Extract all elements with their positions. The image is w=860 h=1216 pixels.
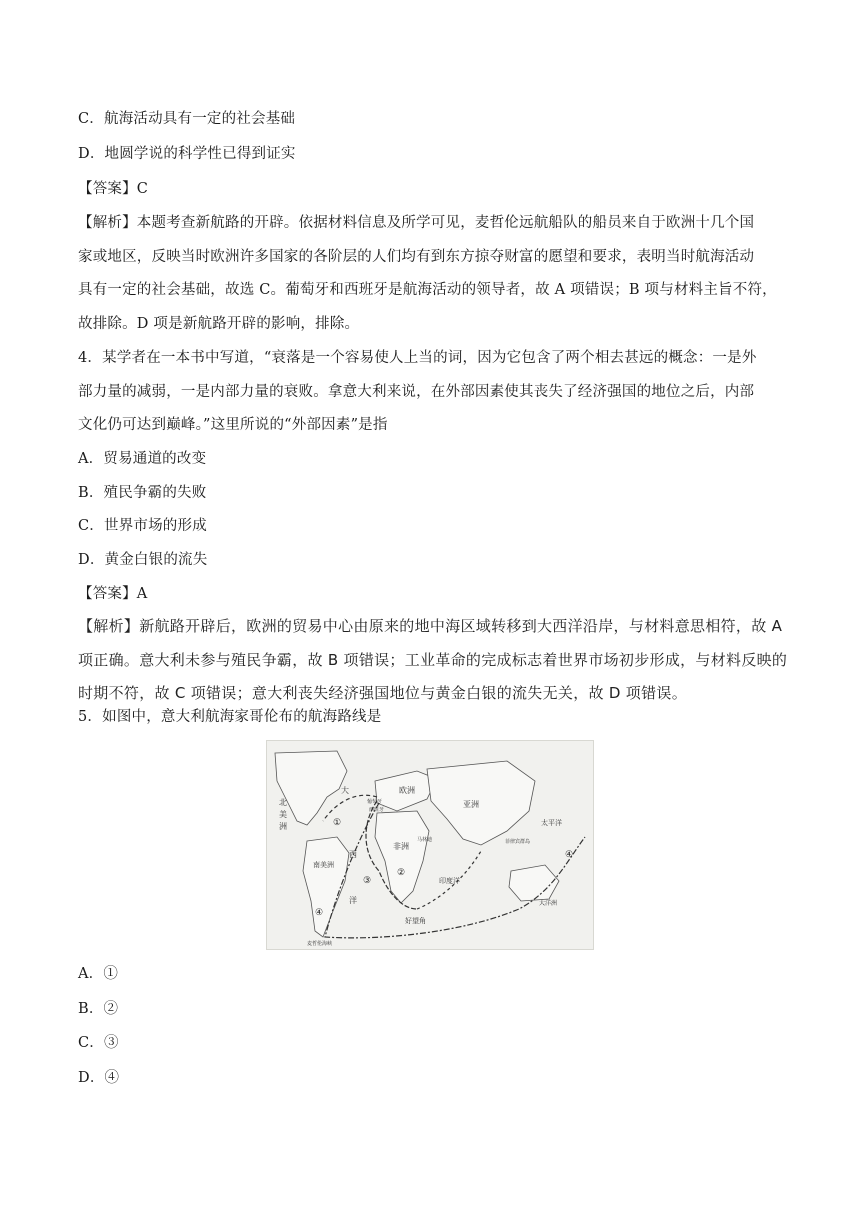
- analysis-q4-line2: 项正确。意大利未参与殖民争霸，故 B 项错误；工业革命的完成标志着世界市场初步形成，与材料反映的: [78, 651, 788, 669]
- analysis-q3-line2: 家或地区，反映当时欧洲许多国家的各阶层的人们均有到东方掠夺财富的愿望和要求，表明当时航海活动: [78, 249, 755, 265]
- route-3-marker: ③: [363, 876, 372, 886]
- route-1-marker: ①: [333, 818, 342, 828]
- label-indian-ocean: 印度洋: [439, 877, 460, 885]
- label-atlantic-1: 大: [341, 786, 349, 795]
- world-map-figure: [266, 740, 594, 950]
- option-d-q4: D．黄金白银的流失: [78, 552, 208, 568]
- option-a-q5: A．①: [78, 966, 119, 982]
- analysis-q3-line3: 具有一定的社会基础，故选 C。葡萄牙和西班牙是航海活动的领导者，故 A 项错误；B 项与材料主旨不符，: [78, 282, 777, 298]
- label-pacific: 太平洋: [541, 819, 562, 827]
- label-oceania: 大洋洲: [539, 900, 558, 907]
- option-b-q5: B．②: [78, 1001, 119, 1017]
- label-atlantic-2: 西: [349, 850, 357, 859]
- route-4-marker: ④: [315, 908, 324, 918]
- analysis-q4-line3: 时期不符，故 C 项错误；意大利丧失经济强国地位与黄金白银的流失无关，故 D 项错误。: [78, 684, 687, 702]
- label-atlantic-3: 洋: [349, 896, 357, 905]
- label-strait: 麦哲伦海峡: [307, 941, 333, 947]
- option-d-q3: D．地圆学说的科学性已得到证实: [78, 146, 296, 162]
- option-d-q5: D．④: [78, 1070, 120, 1086]
- africa-shape: [375, 811, 429, 903]
- analysis-q3-line1: 【解析】本题考查新航路的开辟。依据材料信息及所学可见，麦哲伦远航船队的船员来自于欧洲十几个国: [78, 215, 755, 231]
- label-philippines: 菲律宾群岛: [505, 839, 531, 845]
- answer-q4: 【答案】A: [78, 586, 148, 602]
- route-2-marker: ②: [397, 868, 406, 878]
- label-asia: 亚洲: [463, 800, 479, 809]
- question-4-line3: 文化仍可达到巅峰。”这里所说的“外部因素”是指: [78, 417, 388, 433]
- option-c-q4: C．世界市场的形成: [78, 518, 207, 534]
- question-4-line1: 4．某学者在一本书中写道，“衰落是一个容易使人上当的词，因为它包含了两个相去甚远的概念：一是外: [78, 350, 757, 366]
- label-portugal: 葡萄牙: [367, 799, 383, 805]
- label-north: 北: [279, 798, 287, 807]
- option-c-q5: C．③: [78, 1035, 119, 1051]
- asia-shape: [427, 761, 535, 845]
- question-5: 5．如图中，意大利航海家哥伦布的航海路线是: [78, 709, 382, 725]
- label-south-america: 南美洲: [313, 861, 334, 869]
- label-cape: 好望角: [405, 917, 426, 925]
- route-4-marker-east: ④: [565, 850, 574, 860]
- label-malindi: 马林迪: [417, 837, 433, 843]
- navigation-routes-map: [267, 741, 593, 949]
- option-b-q4: B．殖民争霸的失败: [78, 485, 207, 501]
- label-spain: 西班牙: [369, 807, 385, 813]
- label-europe: 欧洲: [399, 786, 415, 795]
- option-a-q4: A．贸易通道的改变: [78, 451, 207, 467]
- answer-q3: 【答案】C: [78, 181, 149, 197]
- south-america-shape: [303, 837, 349, 937]
- label-mei: 美: [279, 810, 287, 819]
- question-4-line2: 部力量的减弱，一是内部力量的衰败。拿意大利来说，在外部因素使其丧失了经济强国的地位之后，内部: [78, 384, 755, 400]
- label-africa: 非洲: [393, 842, 409, 851]
- option-c-q3: C．航海活动具有一定的社会基础: [78, 111, 296, 127]
- analysis-q4-line1: 【解析】新航路开辟后，欧洲的贸易中心由原来的地中海区域转移到大西洋沿岸，与材料意思相符，故 A: [78, 617, 783, 635]
- analysis-q3-line4: 故排除。D 项是新航路开辟的影响，排除。: [78, 316, 360, 332]
- label-zhou: 洲: [279, 822, 287, 831]
